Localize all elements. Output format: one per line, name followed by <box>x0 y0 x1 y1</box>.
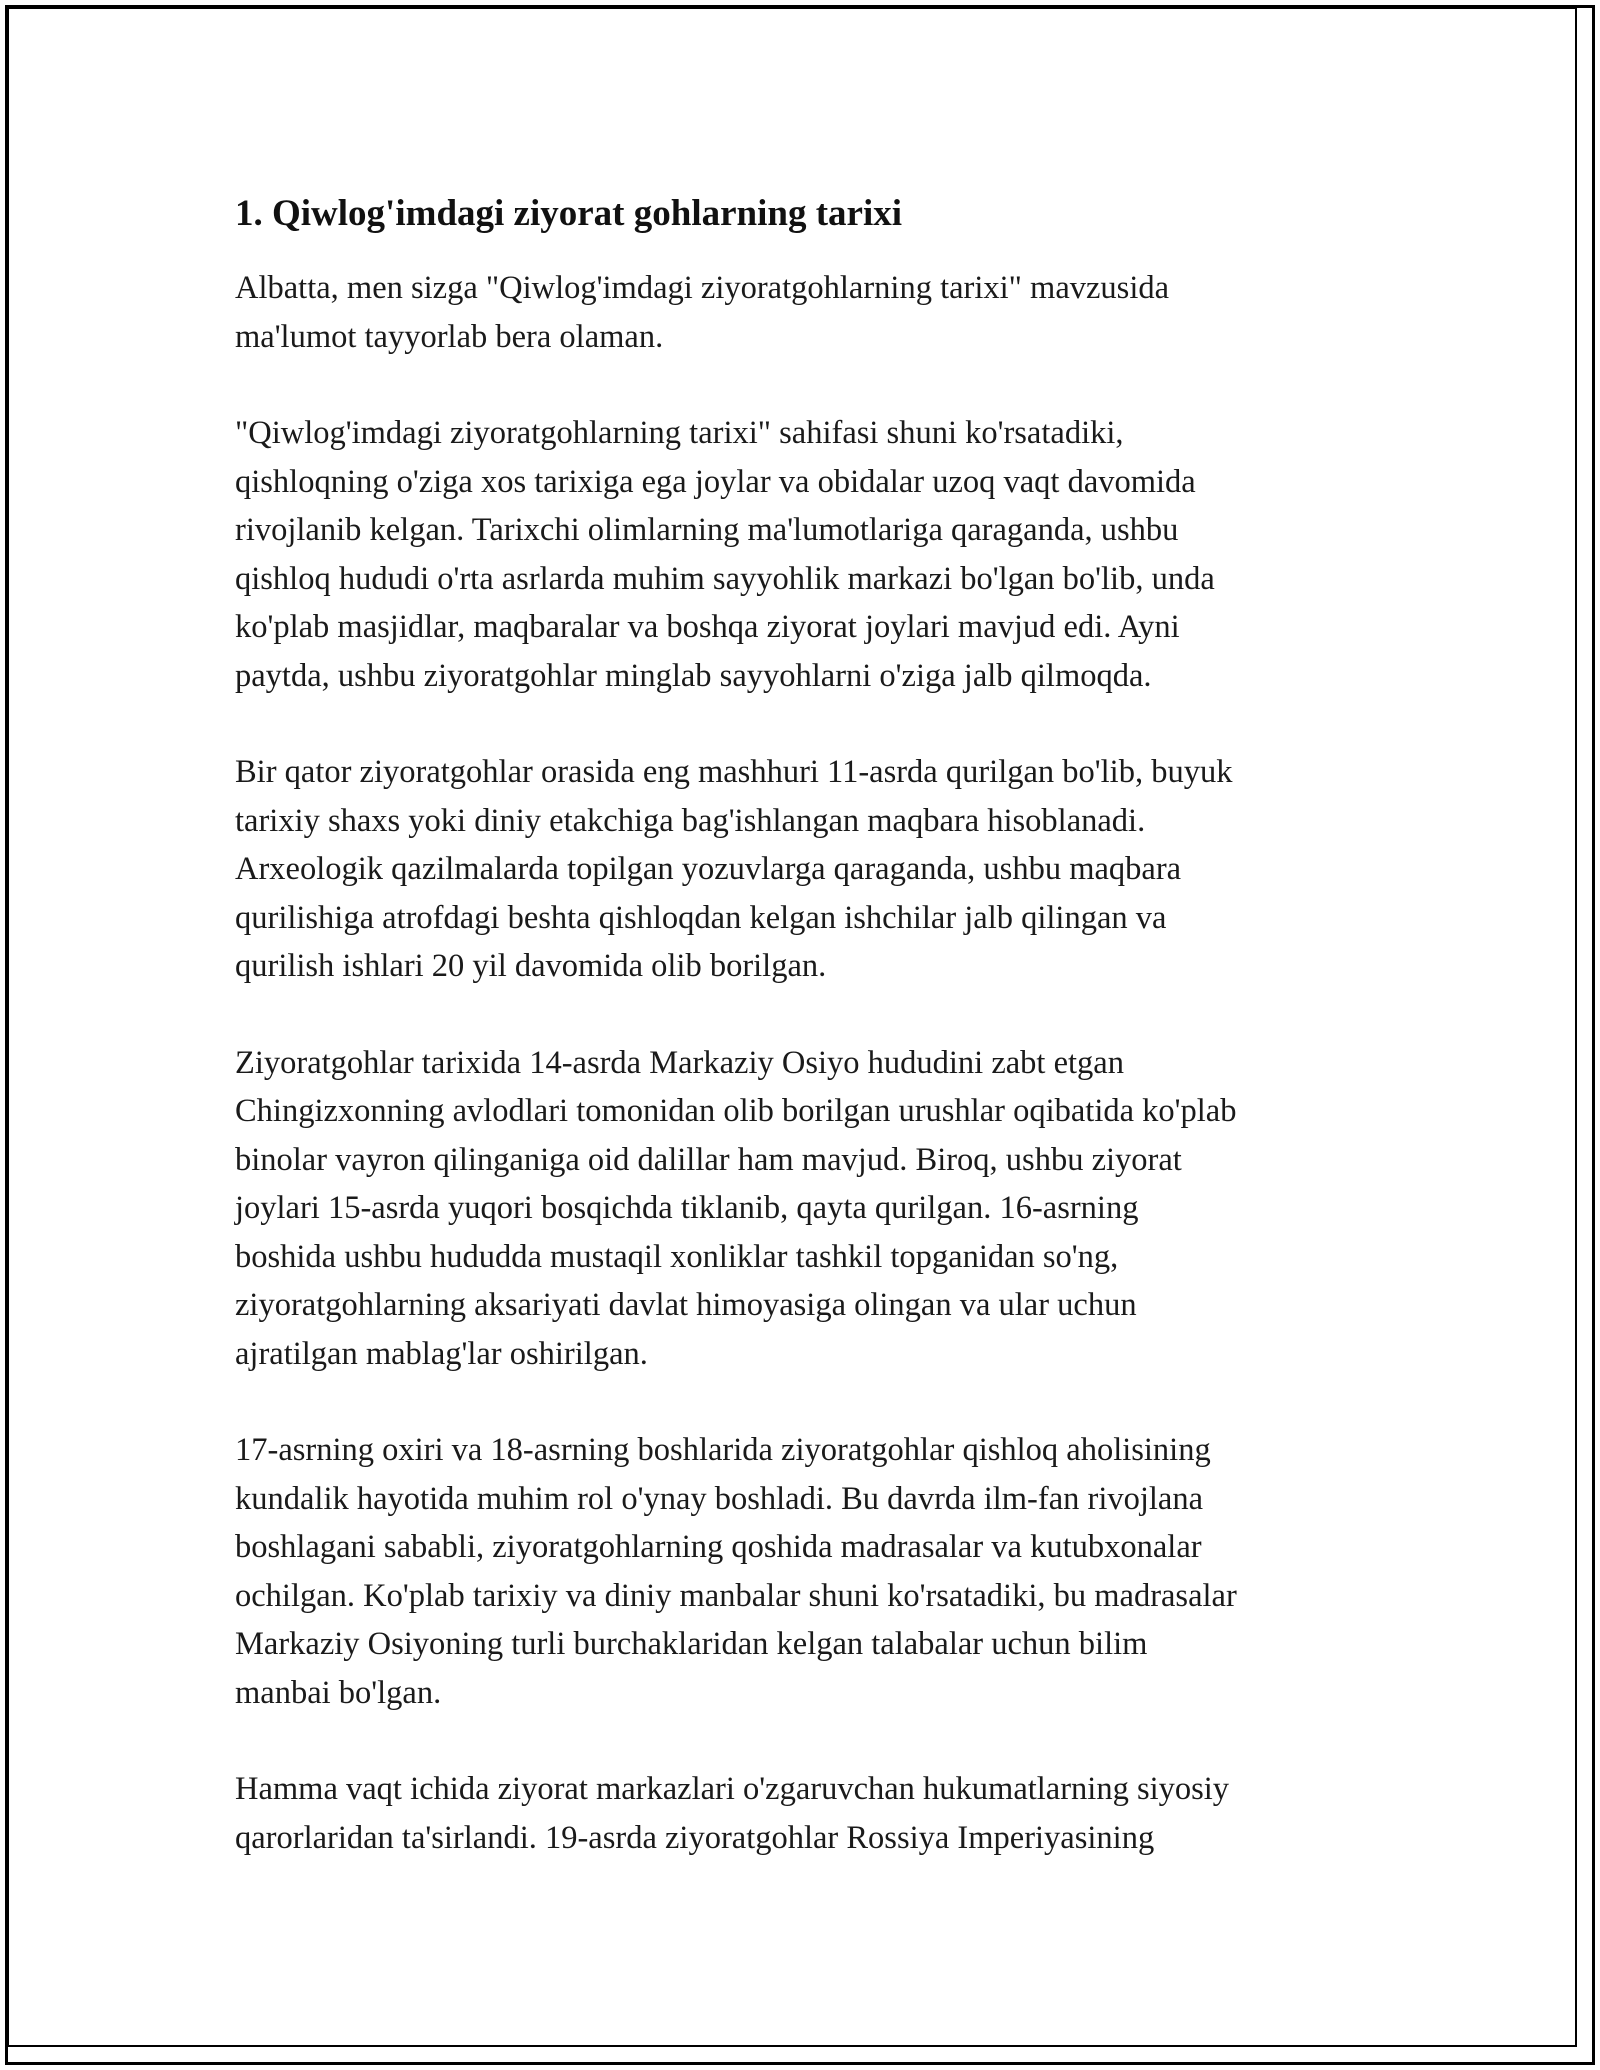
paragraph-17th-18th-century: 17-asrning oxiri va 18-asrning boshlarida ziyoratgohlar qishloq aholisining kundalik hayotida muhim rol o'ynay boshladi. Bu davrda ilm-fan rivojlana boshlagani sababli, ziyoratgohlarning qoshida madrasalar va kutubxonalar ochilgan. Ko'plab tarixiy va diniy manbalar shuni ko'rsatadiki, bu madrasalar Markaziy Osiyoning turli burchaklaridan kelgan talabalar uchun bilim manbai bo'lgan. <box>235 1432 1237 1711</box>
paragraph-14th-century: Ziyoratgohlar tarixida 14-asrda Markaziy Osiyo hududini zabt etgan Chingizxonning avlodlari tomonidan olib borilgan urushlar oqibatida ko'plab binolar vayron qilinganiga oid dalillar ham mavjud. Biroq, ushbu ziyorat joylari 15-asrda yuqori bosqichda tiklanib, qayta qurilgan. 16-asrning boshida ushbu hududda mustaqil xonliklar tashkil topganidan so'ng, ziyoratgohlarning aksariyati davlat himoyasiga olingan va ular uchun ajratilgan mablag'lar oshirilgan. <box>235 1044 1237 1372</box>
document-title: 1. Qiwlog'imdagi ziyorat gohlarning tarixi <box>235 193 903 234</box>
paragraph-politics: Hamma vaqt ichida ziyorat markazlari o'zgaruvchan hukumatlarning siyosiy qarorlaridan ta'sirlandi. 19-asrda ziyoratgohlar Rossiya Imperiyasining <box>235 1771 1230 1856</box>
paragraph-mausoleum: Bir qator ziyoratgohlar orasida eng mashhuri 11-asrda qurilgan bo'lib, buyuk tarixiy shaxs yoki diniy etakchiga bag'ishlangan maqbara hisoblanadi. Arxeologik qazilmalarda topilgan yozuvlarga qaraganda, ushbu maqbara qurilishiga atrofdagi beshta qishloqdan kelgan ishchilar jalb qilingan va qurilish ishlari 20 yil davomida olib borilgan. <box>235 754 1233 984</box>
paragraph-intro: Albatta, men sizga "Qiwlog'imdagi ziyoratgohlarning tarixi" mavzusida ma'lumot tayyorlab bera olaman. <box>235 270 1170 355</box>
document-body <box>235 182 1395 1910</box>
paragraph-overview: "Qiwlog'imdagi ziyoratgohlarning tarixi" sahifasi shuni ko'rsatadiki, qishloqning o'ziga xos tarixiga ega joylar va obidalar uzoq vaqt davomida rivojlanib kelgan. Tarixchi olimlarning ma'lumotlariga qaraganda, ushbu qishloq hududi o'rta asrlarda muhim sayyohlik markazi bo'lgan bo'lib, unda ko'plab masjidlar, maqbaralar va boshqa ziyorat joylari mavjud edi. Ayni paytda, ushbu ziyoratgohlar minglab sayyohlarni o'ziga jalb qilmoqda. <box>235 415 1215 694</box>
